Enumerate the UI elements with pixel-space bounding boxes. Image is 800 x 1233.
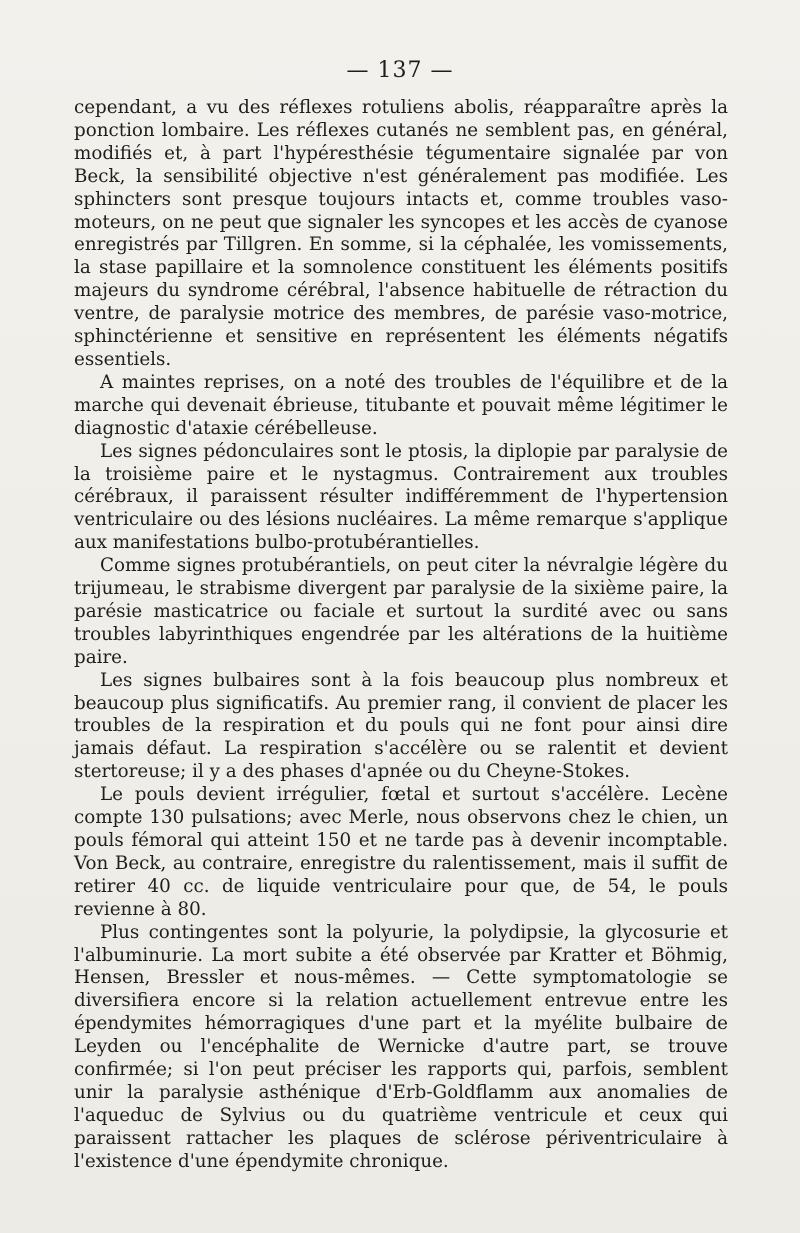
paragraph: Les signes bulbaires sont à la fois beaucoup plus nombreux et beaucoup plus significatifs. Au premier rang, il convient de placer les troubles de la respiration et du pouls qui ne font pour ainsi dire jamais défaut. La respiration s'accélère ou se ralentit et devient stertoreuse; il y a des phases d'apnée ou du Cheyne-Stokes. bbox=[74, 669, 728, 783]
paragraph: Plus contingentes sont la polyurie, la polydipsie, la glycosurie et l'albuminurie. La mort subite a été observée par Kratter et Böhmig, Hensen, Bressler et nous-mêmes. — Cette symptomatologie se diversifiera encore si la relation actuellement entrevue entre les épendymites hémorragiques d'une part et la myélite bulbaire de Leyden ou l'encéphalite de Wernicke d'autre part, se trouve confirmée; si l'on peut préciser les rapports qui, parfois, semblent unir la paralysie asthénique d'Erb-Goldflamm aux anomalies de l'aqueduc de Sylvius ou du quatrième ventricule et ceux qui paraissent rattacher les plaques de sclérose périventriculaire à l'existence d'une épendymite chronique. bbox=[74, 921, 728, 1172]
body-text bbox=[74, 97, 728, 1174]
paragraph: Comme signes protubérantiels, on peut citer la névralgie légère du trijumeau, le strabisme divergent par paralysie de la sixième paire, la parésie masticatrice ou faciale et surtout la surdité avec ou sans troubles labyrinthiques engendrée par les altérations de la huitième paire. bbox=[74, 555, 728, 668]
paragraph: Les signes pédonculaires sont le ptosis, la diplopie par paralysie de la troisième paire et le nystagmus. Contrairement aux troubles cérébraux, il paraissent résulter indifféremment de l'hypertension ventriculaire ou des lésions nucléaires. La même remarque s'applique aux manifestations bulbo-protubérantielles. bbox=[74, 440, 728, 554]
paragraph: A maintes reprises, on a noté des troubles de l'équilibre et de la marche qui devenait ébrieuse, titubante et pouvait même légitimer le diagnostic d'ataxie cérébelleuse. bbox=[74, 371, 728, 439]
paragraph: cependant, a vu des réflexes rotuliens abolis, réapparaître après la ponction lombaire. Les réflexes cutanés ne semblent pas, en général, modifiés et, à part l'hypéresthésie tégumentaire signalée par von Beck, la sensibilité objective n'est généralement pas modifiée. Les sphincters sont presque toujours intacts et, comme troubles vaso-moteurs, on ne peut que signaler les syncopes et les accès de cyanose enregistrés par Tillgren. En somme, si la céphalée, les vomissements, la stase papillaire et la somnolence constituent les éléments positifs majeurs du syndrome cérébral, l'absence habituelle de rétraction du ventre, de paralysie motrice des membres, de parésie vaso-motrice, sphinctérienne et sensitive en représentent les éléments négatifs essentiels. bbox=[74, 97, 728, 370]
page-number: — 137 — bbox=[346, 58, 454, 83]
paragraph: Le pouls devient irrégulier, fœtal et surtout s'accélère. Lecène compte 130 pulsations; avec Merle, nous observons chez le chien, un pouls fémoral qui atteint 150 et ne tarde pas à devenir incomptable. Von Beck, au contraire, enregistre du ralentissement, mais il suffit de retirer 40 cc. de liquide ventriculaire pour que, de 54, le pouls revienne à 80. bbox=[74, 784, 728, 920]
